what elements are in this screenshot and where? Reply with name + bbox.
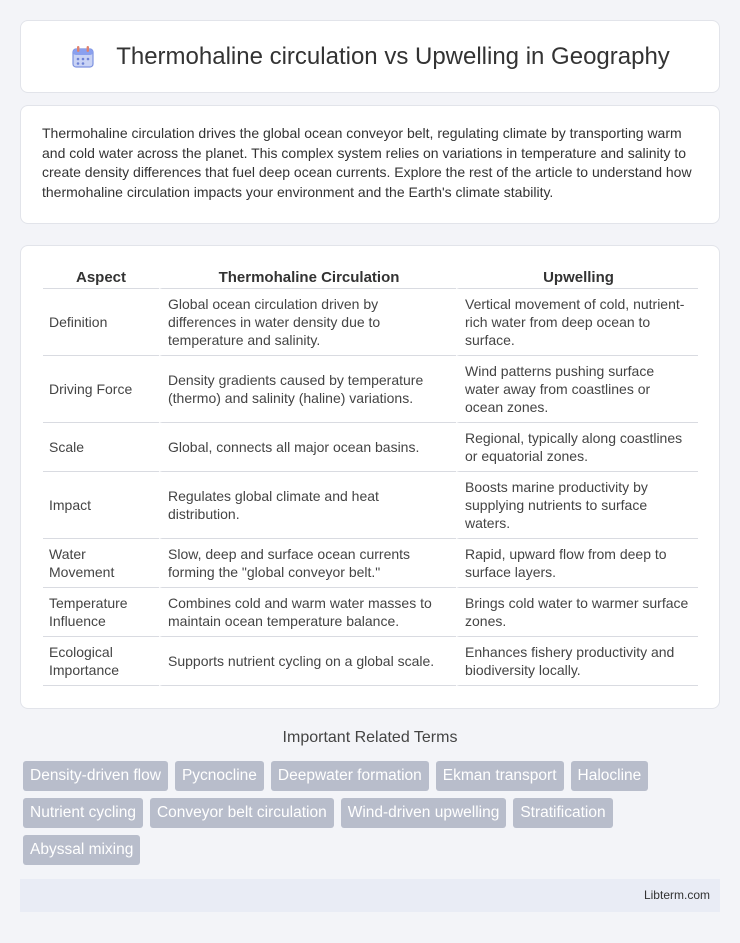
related-term-tag[interactable]: Stratification bbox=[513, 798, 612, 828]
header-upwelling: Upwelling bbox=[456, 265, 698, 289]
page-title: Thermohaline circulation vs Upwelling in Geography bbox=[116, 42, 670, 70]
intro-paragraph: Thermohaline circulation drives the global ocean conveyor belt, regulating climate by transporting warm and cold water across the planet. This complex system relies on variations in temperature and salinity to create density differences that fuel deep ocean currents. Explore the rest of the article to understand how thermohaline circulation impacts your environment and the Earth's climate stability. bbox=[42, 125, 692, 200]
related-term-tag[interactable]: Density-driven flow bbox=[23, 761, 168, 791]
related-term-tag[interactable]: Deepwater formation bbox=[271, 761, 429, 791]
related-term-tag[interactable]: Wind-driven upwelling bbox=[341, 798, 507, 828]
cell-thermohaline: Regulates global climate and heat distribution. bbox=[159, 472, 456, 539]
calendar-icon bbox=[70, 44, 96, 70]
table-header-row bbox=[43, 265, 698, 289]
related-terms-list bbox=[23, 761, 703, 865]
related-term-tag[interactable]: Pycnocline bbox=[175, 761, 264, 791]
cell-aspect: Temperature Influence bbox=[43, 588, 159, 637]
table-row bbox=[43, 423, 698, 472]
related-term-tag[interactable]: Conveyor belt circulation bbox=[150, 798, 334, 828]
related-terms-title: Important Related Terms bbox=[282, 729, 458, 746]
related-term-tag[interactable]: Ekman transport bbox=[436, 761, 564, 791]
cell-aspect: Scale bbox=[43, 423, 159, 472]
cell-upwelling: Brings cold water to warmer surface zones. bbox=[456, 588, 698, 637]
comparison-table bbox=[43, 265, 698, 686]
table-row bbox=[43, 539, 698, 588]
cell-aspect: Water Movement bbox=[43, 539, 159, 588]
table-row bbox=[43, 356, 698, 423]
cell-thermohaline: Supports nutrient cycling on a global scale. bbox=[159, 637, 456, 686]
footer bbox=[20, 879, 720, 912]
cell-thermohaline: Density gradients caused by temperature (thermo) and salinity (haline) variations. bbox=[159, 356, 456, 423]
intro-card bbox=[20, 105, 720, 224]
table-row bbox=[43, 289, 698, 356]
comparison-table-card bbox=[20, 245, 720, 709]
related-term-tag[interactable]: Nutrient cycling bbox=[23, 798, 143, 828]
table-row bbox=[43, 637, 698, 686]
cell-upwelling: Boosts marine productivity by supplying nutrients to surface waters. bbox=[456, 472, 698, 539]
table-row bbox=[43, 588, 698, 637]
header-card bbox=[20, 20, 720, 93]
cell-thermohaline: Combines cold and warm water masses to maintain ocean temperature balance. bbox=[159, 588, 456, 637]
related-term-tag[interactable]: Abyssal mixing bbox=[23, 835, 140, 865]
footer-site-link[interactable]: Libterm.com bbox=[643, 888, 710, 902]
cell-thermohaline: Slow, deep and surface ocean currents forming the "global conveyor belt." bbox=[159, 539, 456, 588]
cell-aspect: Ecological Importance bbox=[43, 637, 159, 686]
header-thermohaline: Thermohaline Circulation bbox=[159, 265, 456, 289]
cell-aspect: Driving Force bbox=[43, 356, 159, 423]
cell-upwelling: Enhances fishery productivity and biodiversity locally. bbox=[456, 637, 698, 686]
cell-thermohaline: Global ocean circulation driven by differences in water density due to temperature and salinity. bbox=[159, 289, 456, 356]
cell-upwelling: Wind patterns pushing surface water away from coastlines or ocean zones. bbox=[456, 356, 698, 423]
cell-aspect: Definition bbox=[43, 289, 159, 356]
cell-upwelling: Vertical movement of cold, nutrient-rich water from deep ocean to surface. bbox=[456, 289, 698, 356]
cell-thermohaline: Global, connects all major ocean basins. bbox=[159, 423, 456, 472]
table-row bbox=[43, 472, 698, 539]
header-aspect: Aspect bbox=[43, 265, 159, 289]
cell-upwelling: Regional, typically along coastlines or equatorial zones. bbox=[456, 423, 698, 472]
cell-upwelling: Rapid, upward flow from deep to surface layers. bbox=[456, 539, 698, 588]
cell-aspect: Impact bbox=[43, 472, 159, 539]
related-term-tag[interactable]: Halocline bbox=[571, 761, 649, 791]
